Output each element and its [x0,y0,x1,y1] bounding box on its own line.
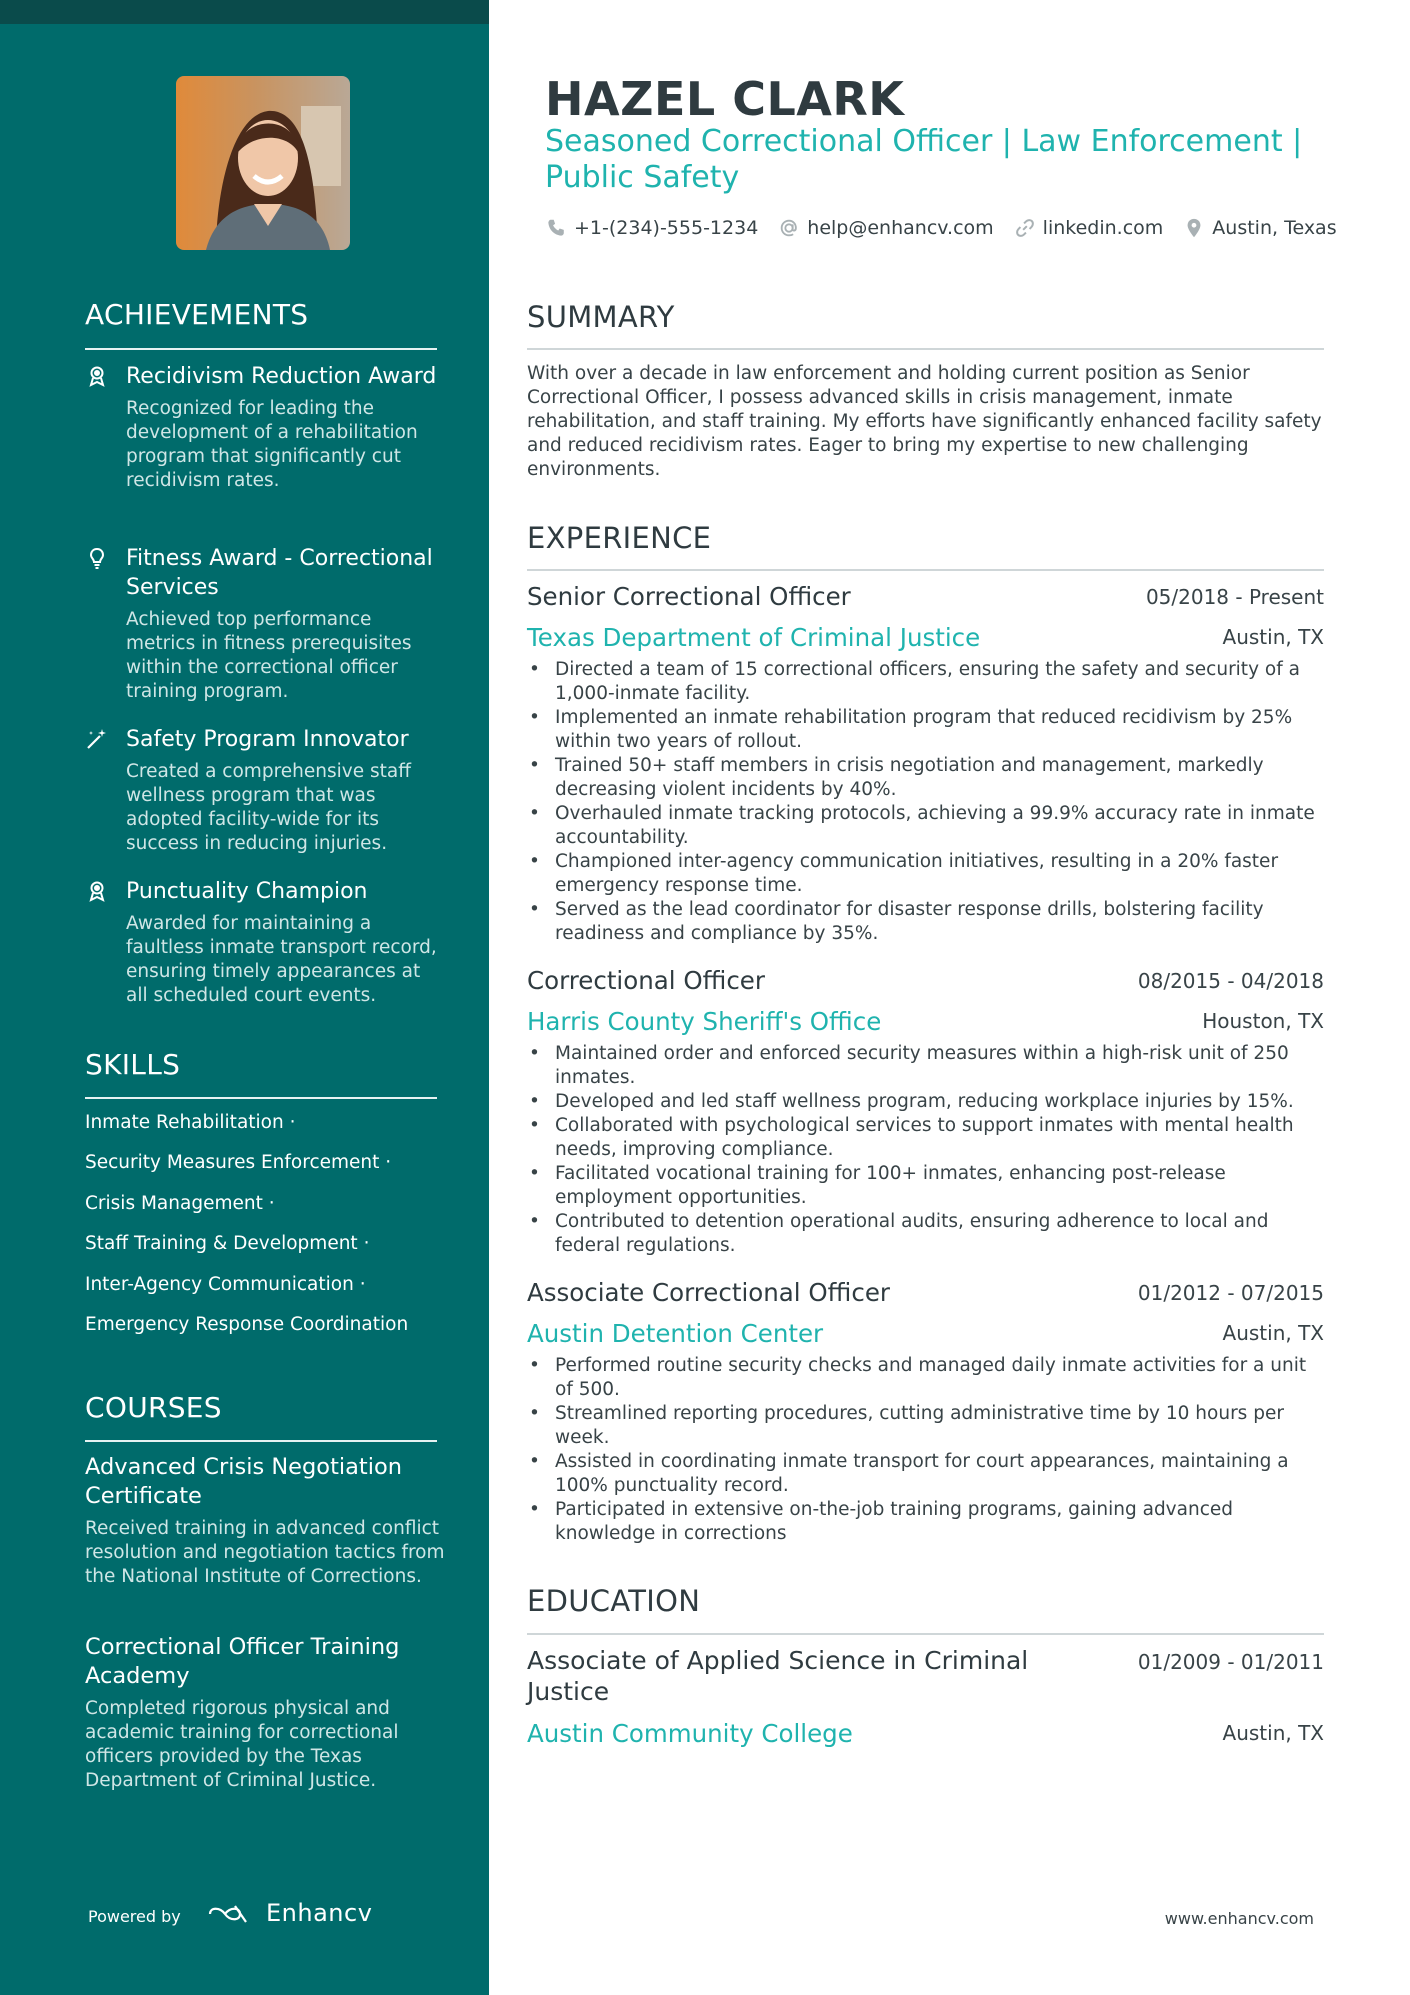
achievements-heading: ACHIEVEMENTS [85,298,309,331]
education-dates: 01/2009 - 01/2011 [1137,1650,1324,1674]
enhancv-logo-icon [207,1902,249,1926]
job-bullets [527,658,1327,946]
achievement-item [85,725,445,856]
footer-url[interactable]: www.enhancv.com [1164,1909,1314,1928]
list-item: • Assisted in coordinating inmate transport for court appearances, maintaining a 100% punctuality record. [527,1450,1327,1498]
courses-divider [85,1440,437,1442]
list-item: • Implemented an inmate rehabilitation program that reduced recidivism by 25% within two years of rollout. [527,706,1327,754]
phone-icon [545,217,567,239]
job-bullets [527,1354,1327,1546]
lightbulb-icon [85,546,109,570]
course-title: Advanced Crisis Negotiation Certificate [85,1454,403,1509]
contact-phone[interactable] [545,217,758,239]
list-item: • Directed a team of 15 correctional officers, ensuring the safety and security of a 1,000-inmate facility. [527,658,1327,706]
achievement-title: Safety Program Innovator [126,727,409,752]
courses-heading: COURSES [85,1391,222,1424]
summary-divider [527,348,1324,350]
job-title: Correctional Officer [527,966,765,995]
job-title: Senior Correctional Officer [527,582,851,611]
course-description: Received training in advanced conflict resolution and negotiation tactics from the National Institute of Corrections. [85,1518,445,1587]
location-pin-icon [1183,217,1205,239]
skills-divider [85,1097,437,1099]
sidebar-top-bar [0,0,489,24]
list-item: • Facilitated vocational training for 100+ inmates, enhancing post-release employment opportunities. [527,1162,1327,1210]
candidate-name: HAZEL CLARK [545,72,905,126]
education-location: Austin, TX [1222,1721,1324,1745]
contact-location [1183,217,1336,239]
job-location: Austin, TX [1222,625,1324,649]
list-item: • Overhauled inmate tracking protocols, achieving a 99.9% accuracy rate in inmate accountability. [527,802,1327,850]
list-item: • Trained 50+ staff members in crisis negotiation and management, markedly decreasing violent incidents by 40%. [527,754,1327,802]
course-title: Correctional Officer Training Academy [85,1634,400,1689]
achievement-description: Created a comprehensive staff wellness program that was adopted facility-wide for its success in reducing injuries. [126,761,411,854]
job-company: Texas Department of Criminal Justice [527,623,981,652]
skill-item: Inmate Rehabilitation · [85,1112,296,1133]
job-bullets [527,1042,1327,1258]
profile-photo [176,76,350,250]
magic-wand-icon [85,727,109,751]
course-description: Completed rigorous physical and academic training for correctional officers provided by the Texas Department of Criminal Justice. [85,1698,399,1791]
experience-heading: EXPERIENCE [527,521,712,555]
summary-heading: SUMMARY [527,300,675,334]
skills-heading: SKILLS [85,1048,181,1081]
list-item: • Collaborated with psychological services to support inmates with mental health needs, improving compliance. [527,1114,1327,1162]
skill-item: Crisis Management · [85,1193,275,1214]
achievement-title: Fitness Award - Correctional Services [126,546,433,600]
achievement-item [85,362,445,493]
list-item: • Championed inter-agency communication initiatives, resulting in a 20% faster emergency response time. [527,850,1327,898]
job-dates: 05/2018 - Present [1145,585,1324,609]
linkedin-text: linkedin.com [1042,217,1164,239]
contact-bar [545,214,1357,242]
job-location: Houston, TX [1202,1009,1324,1033]
achievements-divider [85,348,437,350]
job-company: Austin Detention Center [527,1319,824,1348]
link-icon [1014,217,1036,239]
job-company: Harris County Sheriff's Office [527,1007,882,1036]
location-text: Austin, Texas [1212,217,1337,239]
powered-by-label: Powered by [88,1907,181,1926]
list-item: • Contributed to detention operational audits, ensuring adherence to local and federal regulations. [527,1210,1327,1258]
job-dates: 08/2015 - 04/2018 [1137,969,1324,993]
summary-text: With over a decade in law enforcement and holding current position as Senior Correctional Officer, I possess advanced skills in crisis management, inmate rehabilitation, and staff training. My efforts have significantly enhanced facility safety and reduced recidivism rates. Eager to bring my expertise to new challenging environments. [527,363,1322,480]
award-ribbon-icon [85,364,109,388]
course-item [85,1633,445,1793]
achievement-title: Recidivism Reduction Award [126,364,437,389]
candidate-headline: Seasoned Correctional Officer | Law Enforcement | Public Safety [545,124,1303,195]
list-item: • Streamlined reporting procedures, cutting administrative time by 10 hours per week. [527,1402,1327,1450]
achievement-description: Achieved top performance metrics in fitness prerequisites within the correctional officer training program. [126,609,412,702]
list-item: • Developed and led staff wellness program, reducing workplace injuries by 15%. [527,1090,1327,1114]
contact-email[interactable] [778,217,993,239]
skill-item: Emergency Response Coordination [85,1314,409,1335]
course-item [85,1453,445,1589]
skill-item: Inter-Agency Communication · [85,1274,366,1295]
list-item: • Served as the lead coordinator for disaster response drills, bolstering facility readiness and compliance by 35%. [527,898,1327,946]
achievement-item [85,544,445,704]
job-dates: 01/2012 - 07/2015 [1137,1281,1324,1305]
enhancv-brand: Enhancv [266,1899,373,1927]
education-divider [527,1633,1324,1635]
education-school: Austin Community College [527,1719,853,1748]
list-item: • Participated in extensive on-the-job training programs, gaining advanced knowledge in corrections [527,1498,1327,1546]
at-sign-icon [778,217,800,239]
list-item: • Maintained order and enforced security measures within a high-risk unit of 250 inmates. [527,1042,1327,1090]
experience-divider [527,569,1324,571]
job-location: Austin, TX [1222,1321,1324,1345]
award-ribbon-icon [85,879,109,903]
education-degree: Associate of Applied Science in Criminal Justice [527,1646,1029,1706]
achievement-item [85,877,445,1008]
list-item: • Performed routine security checks and managed daily inmate activities for a unit of 500. [527,1354,1327,1402]
sidebar [0,0,489,1995]
skill-item: Security Measures Enforcement · [85,1152,392,1173]
phone-text: +1-(234)-555-1234 [574,217,759,239]
job-title: Associate Correctional Officer [527,1278,890,1307]
achievement-title: Punctuality Champion [126,879,368,904]
contact-linkedin[interactable] [1014,217,1164,239]
education-heading: EDUCATION [527,1584,701,1618]
email-text: help@enhancv.com [807,217,994,239]
skill-item: Staff Training & Development · [85,1233,370,1254]
achievement-description: Recognized for leading the development of a rehabilitation program that significantly cut recidivism rates. [126,398,418,491]
achievement-description: Awarded for maintaining a faultless inmate transport record, ensuring timely appearances at all scheduled court events. [126,913,437,1006]
